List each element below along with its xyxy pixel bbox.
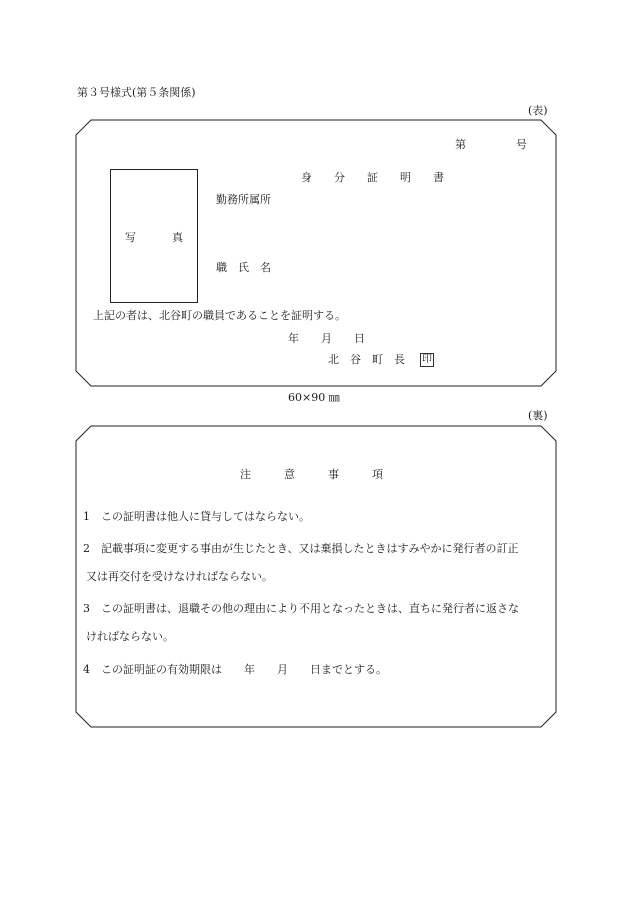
front-side-label: (表) bbox=[528, 104, 548, 117]
office-label: 勤務所属所 bbox=[216, 193, 271, 206]
note-1-line-1: この証明書は他人に貸与してはならない。 bbox=[101, 510, 310, 523]
seal-stamp-box: 印 bbox=[422, 354, 432, 365]
note-2-line-2: 又は再交付を受けなければならない。 bbox=[86, 570, 273, 583]
issue-date-line: 年 月 日 bbox=[288, 332, 365, 345]
certificate-title: 身 分 証 明 書 bbox=[301, 171, 444, 184]
photo-label-char-1: 写 bbox=[125, 231, 136, 244]
photo-box bbox=[110, 169, 198, 303]
name-label: 職 氏 名 bbox=[216, 261, 271, 274]
note-3-line-2: ければならない。 bbox=[86, 630, 174, 643]
note-2-line-1: 記載事項に変更する事由が生じたとき、又は棄損したときはすみやかに発行者の訂正 bbox=[101, 542, 519, 555]
number-prefix: 第 bbox=[455, 138, 466, 151]
back-side-label: (裏) bbox=[528, 409, 548, 422]
note-1-number: 1 bbox=[83, 510, 90, 523]
note-3-line-1: この証明書は、退職その他の理由により不用となったときは、直ちに発行者に返さな bbox=[101, 602, 519, 615]
form-label: 第３号様式(第５条関係) bbox=[77, 86, 196, 99]
number-suffix: 号 bbox=[516, 138, 527, 151]
issuer-name: 北 谷 町 長 bbox=[328, 353, 405, 366]
note-3-number: 3 bbox=[83, 602, 90, 615]
certify-statement: 上記の者は、北谷町の職員であることを証明する。 bbox=[93, 309, 346, 322]
notes-title: 注 意 事 項 bbox=[240, 468, 383, 481]
note-4-line-1: この証明証の有効期限は 年 月 日までとする。 bbox=[101, 663, 387, 676]
note-2-number: 2 bbox=[83, 542, 90, 555]
photo-label-char-2: 真 bbox=[172, 231, 183, 244]
note-4-number: 4 bbox=[83, 663, 90, 676]
size-note: 60×90 ㎜ bbox=[288, 391, 340, 404]
